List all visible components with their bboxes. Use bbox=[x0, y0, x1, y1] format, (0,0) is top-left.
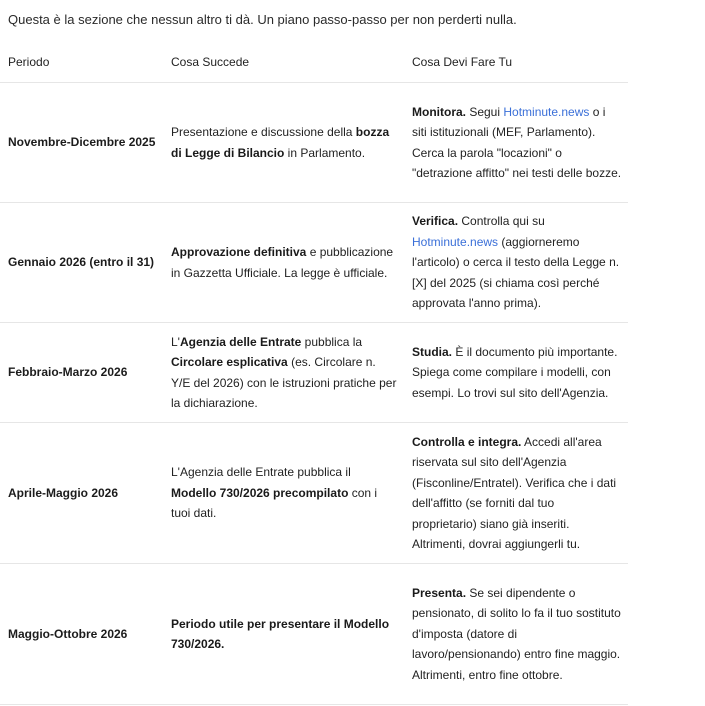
timeline-table bbox=[0, 43, 628, 705]
cell-text: L'Agenzia delle Entrate pubblica il bbox=[171, 465, 351, 480]
bold-text: Approvazione definitiva bbox=[171, 245, 307, 259]
hotminute-link[interactable]: Hotminute.news bbox=[503, 104, 590, 119]
table-row bbox=[0, 203, 628, 323]
cell-text: pubblica la bbox=[301, 334, 363, 349]
period-cell: Novembre-Dicembre 2025 bbox=[0, 83, 163, 203]
table-row bbox=[0, 564, 628, 705]
period-cell: Gennaio 2026 (entro il 31) bbox=[0, 203, 163, 323]
bold-text: Presenta. bbox=[412, 585, 467, 600]
hotminute-link[interactable]: Hotminute.news bbox=[412, 234, 499, 249]
period-cell: Maggio-Ottobre 2026 bbox=[0, 564, 163, 705]
table-row bbox=[0, 323, 628, 423]
bold-text: Modello 730/2026 precompilato bbox=[171, 485, 349, 500]
cell-text: Se sei dipendente o pensionato, di solito lo fa il tuo sostituto d'imposta (datore di lavoro/pensionando) entro fine maggio. Altrimenti, entro fine ottobre. bbox=[412, 585, 621, 682]
intro-text: Questa è la sezione che nessun altro ti dà. Un piano passo-passo per non perderti nulla. bbox=[8, 12, 517, 27]
what-happens-cell bbox=[163, 423, 404, 564]
cell-text: Accedi all'area riservata sul sito dell'Agenzia (Fisconline/Entratel). Verifica che i dati dell'affitto (se forniti dal tuo proprietario) siano già inseriti. Altrimenti, dovrai aggiungerli tu. bbox=[412, 434, 617, 551]
what-happens-cell bbox=[163, 83, 404, 203]
what-to-do-cell bbox=[404, 323, 628, 423]
table-row bbox=[0, 423, 628, 564]
what-to-do-cell bbox=[404, 564, 628, 705]
period-cell: Aprile-Maggio 2026 bbox=[0, 423, 163, 564]
cell-text: L' bbox=[171, 334, 180, 349]
what-happens-cell bbox=[163, 203, 404, 323]
what-to-do-cell bbox=[404, 423, 628, 564]
bold-text: Circolare esplicativa bbox=[171, 355, 288, 369]
bold-text: Periodo utile per presentare il Modello 730/2026. bbox=[171, 616, 390, 651]
what-happens-cell bbox=[163, 564, 404, 705]
cell-text: in Parlamento. bbox=[284, 145, 366, 160]
column-header-period: Periodo bbox=[0, 43, 163, 83]
bold-text: Studia. bbox=[412, 344, 453, 359]
bold-text: Verifica. bbox=[412, 214, 459, 229]
cell-text: (es. Circolare n. Y/E del 2026) con le istruzioni pratiche per la dichiarazione. bbox=[171, 355, 397, 410]
period-cell: Febbraio-Marzo 2026 bbox=[0, 323, 163, 423]
cell-text: Presentazione e discussione della bbox=[171, 125, 356, 139]
cell-text: È il documento più importante. Spiega come compilare i modelli, con esempi. Lo trovi sul sito dell'Agenzia. bbox=[412, 344, 618, 400]
cell-text: Controlla qui su bbox=[458, 214, 545, 229]
cell-text: o i siti istituzionali (MEF, Parlamento). Cerca la parola "locazioni" o "detrazione affitto" nei testi delle bozze. bbox=[412, 104, 622, 180]
column-header-what-to-do: Cosa Devi Fare Tu bbox=[404, 43, 628, 83]
cell-text: con i tuoi dati. bbox=[171, 485, 378, 521]
table-row bbox=[0, 83, 628, 203]
table-body bbox=[0, 83, 628, 705]
cell-text: (aggiorneremo l'articolo) o cerca il testo della Legge n. [X] del 2025 (si chiama così perché approvata l'anno prima). bbox=[412, 234, 620, 311]
what-happens-cell bbox=[163, 323, 404, 423]
bold-text: Controlla e integra. bbox=[412, 434, 522, 449]
bold-text: bozza di Legge di Bilancio bbox=[171, 125, 390, 160]
column-header-what-happens: Cosa Succede bbox=[163, 43, 404, 83]
bold-text: Agenzia delle Entrate bbox=[179, 334, 302, 349]
what-to-do-cell bbox=[404, 83, 628, 203]
cell-text: e pubblicazione in Gazzetta Ufficiale. La legge è ufficiale. bbox=[171, 245, 394, 280]
what-to-do-cell bbox=[404, 203, 628, 323]
table-header-row bbox=[0, 43, 628, 83]
cell-text: Segui bbox=[466, 104, 504, 119]
bold-text: Monitora. bbox=[412, 104, 466, 119]
